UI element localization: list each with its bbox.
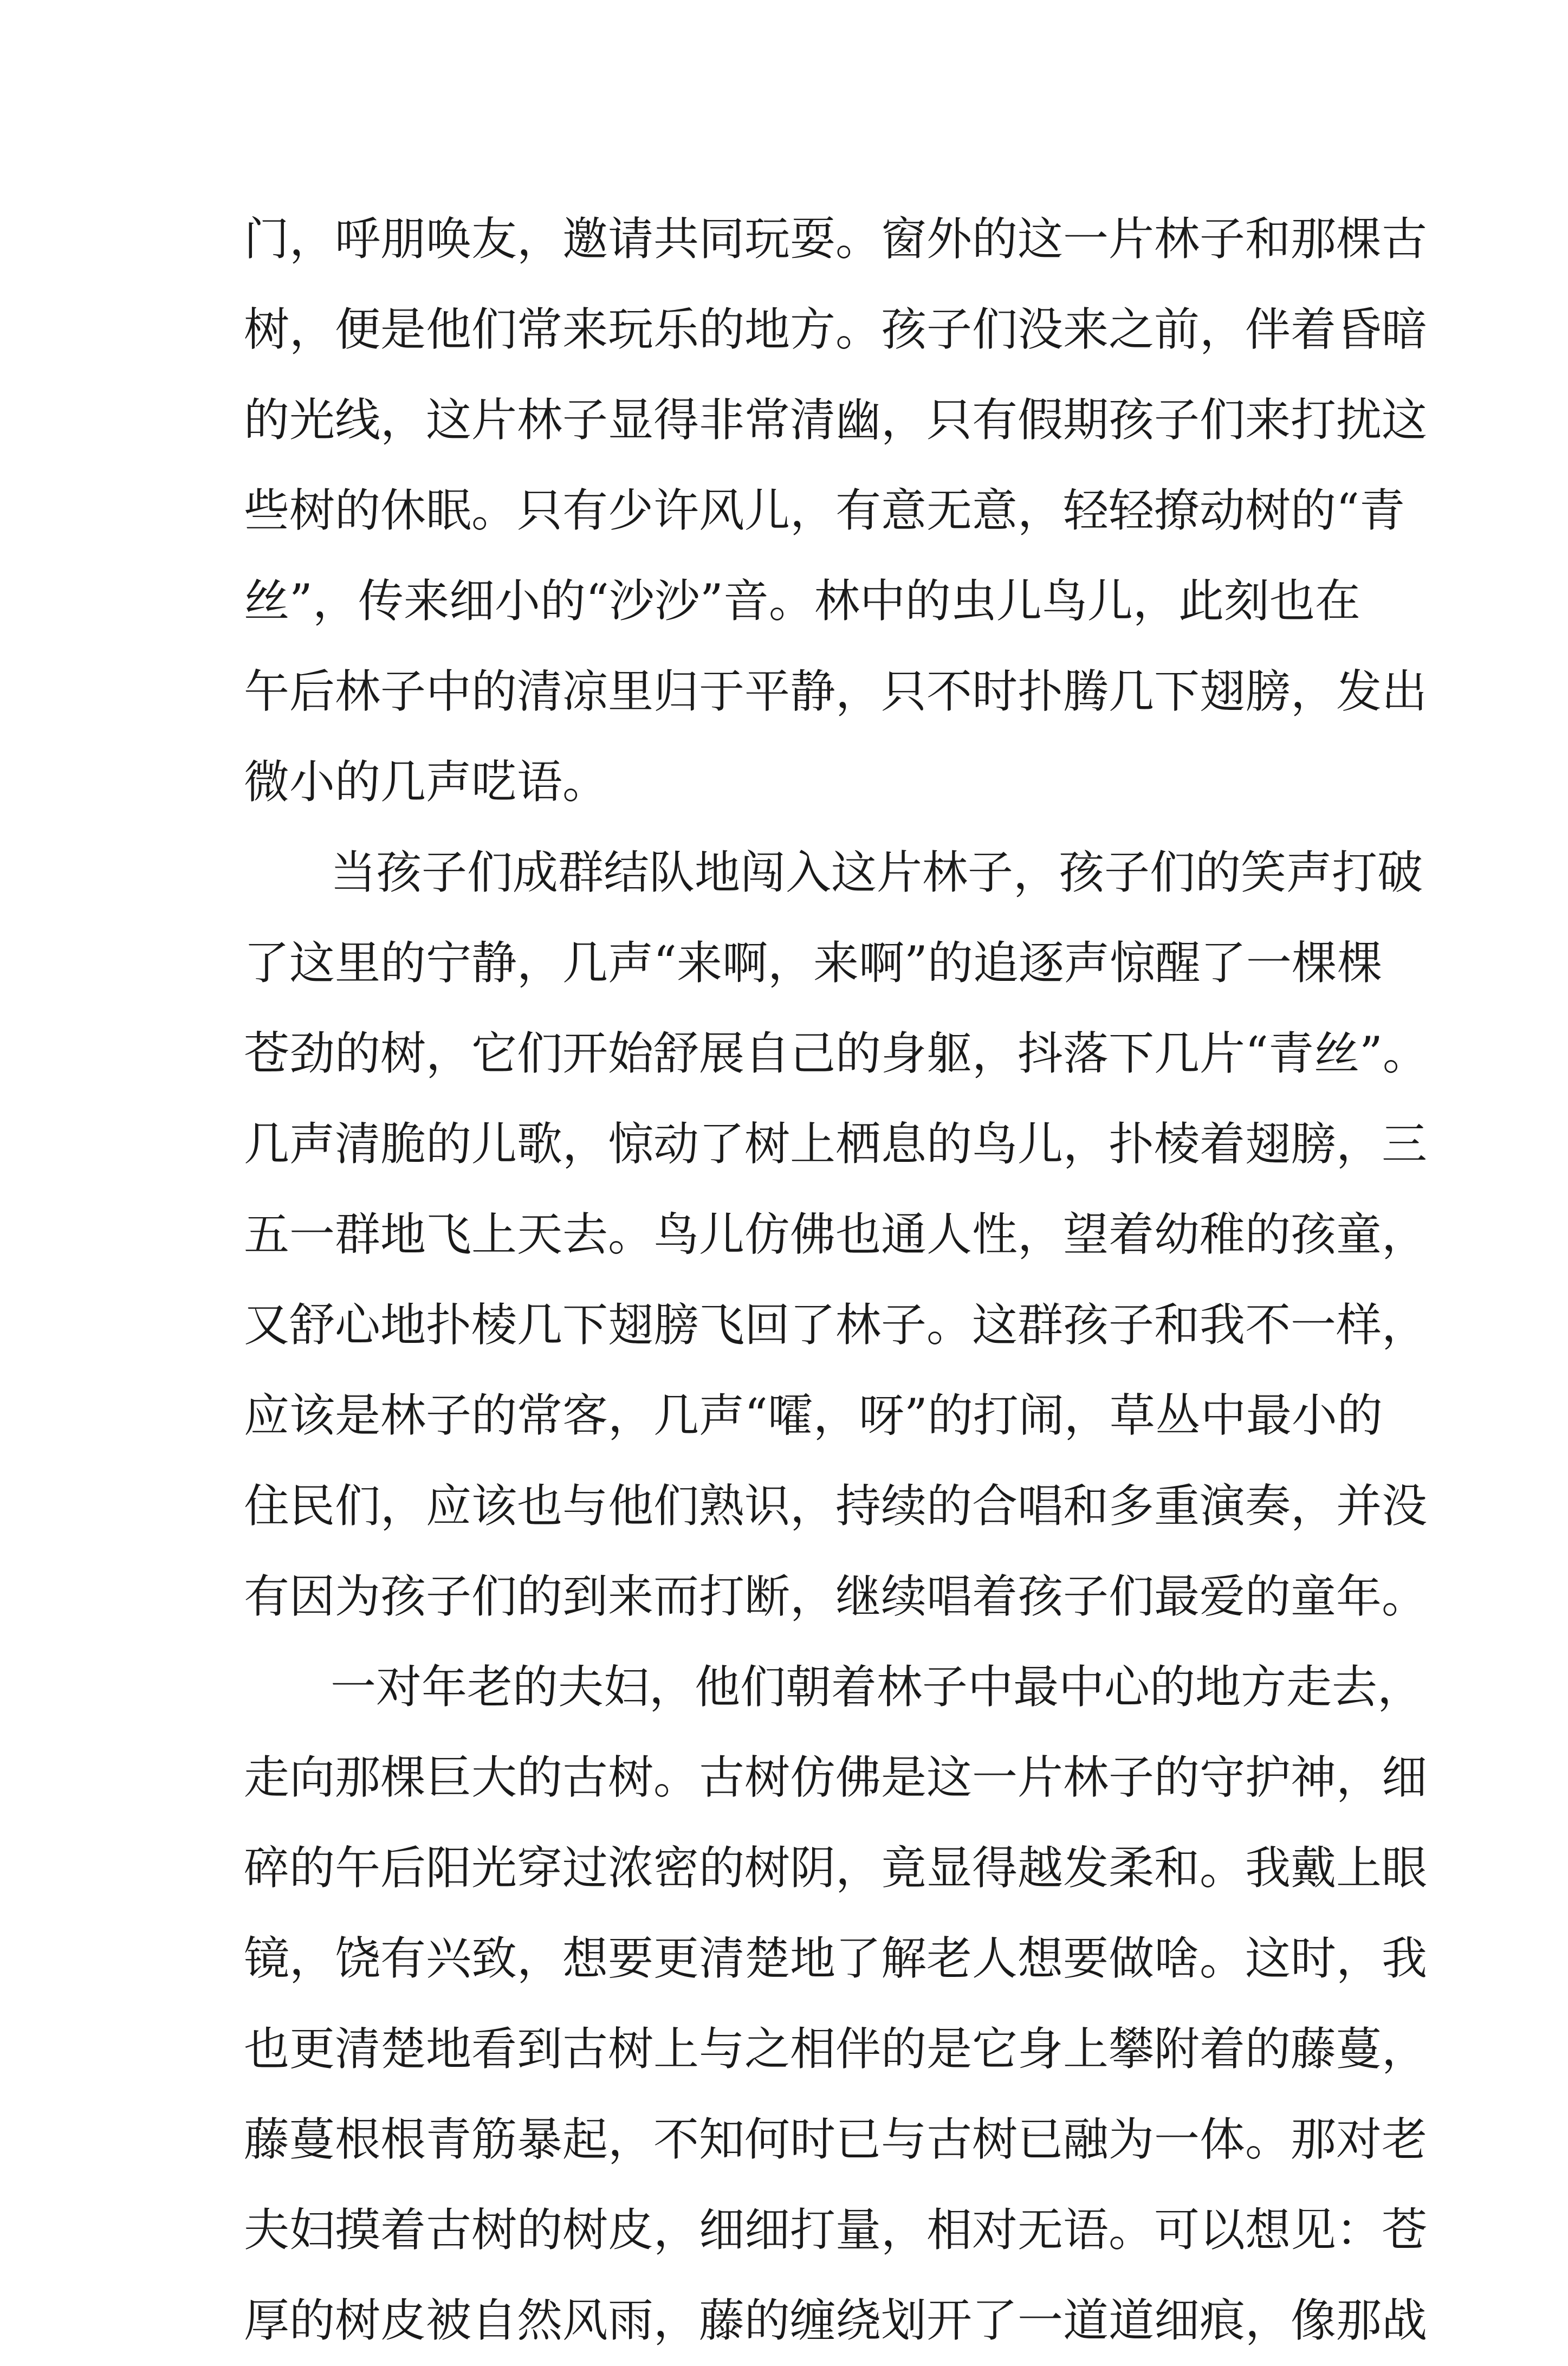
text-line: 有因为孩子们的到来而打断，继续唱着孩子们最爱的童年。 — [244, 1570, 1428, 1623]
text-line: 厚的树皮被自然风雨，藤的缠绕划开了一道道细痕，像那战 — [244, 2294, 1428, 2347]
text-line: 些树的休眠。只有少许风儿，有意无意，轻轻撩动树的“青 — [244, 484, 1405, 537]
text-line: 碎的午后阳光穿过浓密的树阴，竟显得越发柔和。我戴上眼 — [244, 1841, 1428, 1895]
text-line: 丝”，传来细小的“沙沙”音。林中的虫儿鸟儿，此刻也在 — [244, 574, 1360, 628]
text-line: 也更清楚地看到古树上与之相伴的是它身上攀附着的藤蔓， — [244, 2022, 1428, 2076]
text-line: 门，呼朋唤友，邀请共同玩耍。窗外的这一片林子和那棵古 — [244, 212, 1428, 266]
body-text — [244, 194, 1428, 2366]
text-line: 走向那棵巨大的古树。古树仿佛是这一片林子的守护神，细 — [244, 1751, 1428, 1804]
paragraph-first-line: 一对年老的夫妇，他们朝着林子中最中心的地方走去， — [331, 1660, 1423, 1714]
text-line: 又舒心地扑棱几下翅膀飞回了林子。这群孩子和我不一样， — [244, 1298, 1428, 1352]
text-line: 藤蔓根根青筋暴起，不知何时已与古树已融为一体。那对老 — [244, 2113, 1428, 2166]
text-line: 树，便是他们常来玩乐的地方。孩子们没来之前，伴着昏暗 — [244, 303, 1428, 356]
text-line: 了这里的宁静，几声“来啊，来啊”的追逐声惊醒了一棵棵 — [244, 936, 1383, 990]
text-line: 的光线，这片林子显得非常清幽，只有假期孩子们来打扰这 — [244, 393, 1428, 447]
text-line: 住民们，应该也与他们熟识，持续的合唱和多重演奏，并没 — [244, 1479, 1428, 1533]
text-line: 几声清脆的儿歌，惊动了树上栖息的鸟儿，扑棱着翅膀，三 — [244, 1117, 1428, 1171]
paragraph-first-line: 当孩子们成群结队地闯入这片林子，孩子们的笑声打破 — [331, 846, 1423, 899]
text-line: 镜，饶有兴致，想要更清楚地了解老人想要做啥。这时，我 — [244, 1932, 1428, 1985]
text-line: 微小的几声呓语。 — [244, 755, 608, 809]
text-line: 五一群地飞上天去。鸟儿仿佛也通人性，望着幼稚的孩童， — [244, 1208, 1428, 1261]
text-line: 夫妇摸着古树的树皮，细细打量，相对无语。可以想见：苍 — [244, 2203, 1428, 2257]
text-line: 午后林子中的清凉里归于平静，只不时扑腾几下翅膀，发出 — [244, 665, 1428, 718]
text-line: 应该是林子的常客，几声“嚯，呀”的打闹，草丛中最小的 — [244, 1389, 1383, 1442]
text-line: 苍劲的树，它们开始舒展自己的身躯，抖落下几片“青丝”。 — [244, 1027, 1428, 1080]
